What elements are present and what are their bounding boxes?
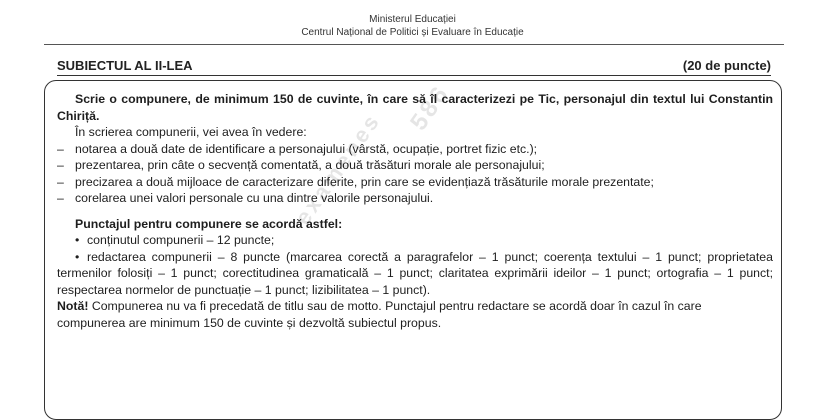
note-text: Compunerea nu va fi precedată de titlu sau de motto. Punctajul pentru redactare se acordă doar în cazul în care compunerea are minimum 150 de cuvinte și dezvoltă subiectul propus. bbox=[57, 299, 702, 330]
note bbox=[57, 298, 773, 331]
task-statement: Scrie o compunere, de minimum 150 de cuvinte, în care să îl caracterizezi pe Tic, personajul din textul lui Constantin Chiriță. bbox=[57, 92, 773, 123]
requirement-item: – notarea a două date de identificare a personajului (vârstă, ocupație, portret fizic etc.); bbox=[57, 141, 773, 158]
subject-title: SUBIECTUL AL II-LEA bbox=[57, 58, 193, 73]
ministry-name: Ministerul Educației bbox=[369, 14, 456, 25]
requirement-item: – corelarea unei valori personale cu una dintre valorile personajului. bbox=[57, 190, 773, 207]
note-label: Notă! bbox=[57, 299, 89, 313]
bullet-icon: • bbox=[75, 233, 80, 247]
watermark-text: examenes bbox=[290, 108, 386, 230]
scoring-title: Punctajul pentru compunere se acordă astfel: bbox=[75, 216, 343, 231]
requirement-item: – precizarea a două mijloace de caracterizare diferite, prin care se evidențiază trăsăturile morale prezentate; bbox=[57, 174, 773, 191]
bullet-icon: • bbox=[75, 249, 80, 264]
document-header bbox=[0, 13, 825, 39]
scoring-item-text: redactarea compunerii – 8 puncte (marcarea corectă a paragrafelor – 1 punct; coerența textului – 1 punct; proprietatea termenilor folosiți – 1 punct; corectitudinea gramaticală – 1 punct; claritatea exprimării ideilor – 1 punct; ortografia – 1 punct; respectarea normelor de punctuație – 1 punct; lizibilitatea – 1 punct). bbox=[57, 249, 773, 297]
requirement-item: – prezentarea, prin câte o secvență comentată, a două trăsături morale ale personajului; bbox=[57, 157, 773, 174]
requirements-intro: În scrierea compunerii, vei avea în vedere: bbox=[75, 125, 307, 139]
scoring-item-text: conținutul compunerii – 12 puncte; bbox=[87, 233, 275, 247]
center-name: Centrul Național de Politici și Evaluare în Educație bbox=[301, 27, 524, 38]
subject-heading-row bbox=[57, 57, 771, 76]
header-divider bbox=[44, 44, 784, 45]
scoring-item bbox=[57, 232, 773, 249]
scoring-item bbox=[57, 249, 773, 299]
subject-content bbox=[57, 91, 773, 331]
subject-points: (20 de puncte) bbox=[682, 58, 771, 73]
watermark-number: 586 bbox=[405, 79, 456, 136]
